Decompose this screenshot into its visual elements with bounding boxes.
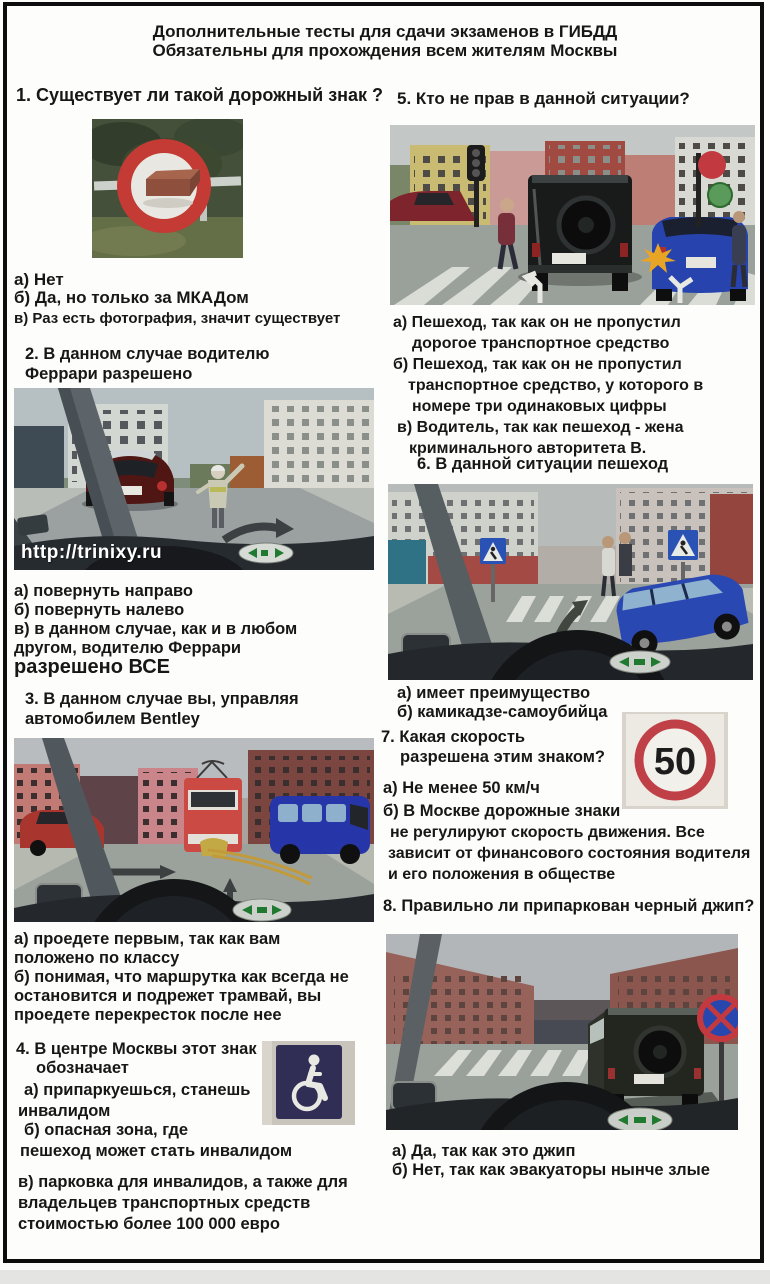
q1-answer-b: б) Да, но только за МКАДом (14, 288, 249, 307)
q3-title-line1: 3. В данном случае вы, управляя (25, 690, 299, 708)
q5-answer-b-line1: б) Пешеход, так как он не пропустил (393, 356, 682, 373)
q2-answer-v-emphasis: разрешено ВСЕ (14, 656, 170, 678)
q3-illustration-tram-intersection (14, 738, 374, 922)
q7-title-line1: 7. Какая скорость (381, 728, 526, 746)
q2-answer-b: б) повернуть налево (14, 601, 185, 619)
q6-answer-a: а) имеет преимущество (397, 684, 591, 702)
right-building (264, 400, 374, 492)
turn-indicator-display (610, 651, 670, 673)
blue-minibus (270, 796, 370, 864)
q4-answer-b-line1: б) опасная зона, где (24, 1121, 189, 1139)
q5-illustration-jeep-crosswalk (390, 125, 755, 305)
q4-title-line1: 4. В центре Москвы этот знак (16, 1040, 257, 1058)
scan-bottom-band (0, 1270, 770, 1284)
q2-illustration-ferrari-intersection (14, 388, 374, 570)
q1-answer-v: в) Раз есть фотография, значит существует (14, 310, 341, 327)
q4-answer-a-line1: а) припаркуешься, станешь (24, 1081, 251, 1099)
q2-answer-v-line2: другом, водителю Феррари (14, 639, 242, 657)
q7-answer-b-line1: б) В Москве дорожные знаки (383, 802, 621, 820)
q6-answer-b: б) камикадзе-самоубийца (397, 703, 608, 721)
q4-answer-v-line1: в) парковка для инвалидов, а также для (18, 1173, 348, 1191)
q3-answer-a-line2: положено по классу (14, 949, 180, 967)
q7-answer-a: а) Не менее 50 км/ч (383, 779, 540, 797)
q3-answer-b-line3: проедете перекресток после нее (14, 1006, 282, 1024)
q4-answer-b-line2: пешеход может стать инвалидом (20, 1142, 293, 1160)
q2-title-line2: Феррари разрешено (25, 365, 193, 383)
q1-photo-svg (92, 119, 243, 258)
q8-answer-a: а) Да, так как это джип (392, 1142, 576, 1160)
q4-answer-v-line2: владельцев транспортных средств (18, 1194, 311, 1212)
q7-answer-b-line3: зависит от финансового состояния водителя (388, 845, 751, 862)
turn-indicator-display (608, 1108, 672, 1130)
q4-title-line2: обозначает (36, 1059, 129, 1077)
q1-title: 1. Существует ли такой дорожный знак ? (16, 85, 384, 105)
page-title-line1: Дополнительные тесты для сдачи экзаменов в ГИБДД (152, 22, 618, 41)
speed-limit-value: 50 (653, 741, 697, 783)
q2-answer-v-line1: в) в данном случае, как и в любом (14, 620, 298, 638)
q8-illustration-parked-jeep (386, 934, 738, 1130)
page-title-line2: Обязательны для прохождения всем жителям Москвы (152, 41, 618, 60)
q5-title: 5. Кто не прав в данной ситуации? (397, 89, 690, 108)
q5-answer-a-line2: дорогое транспортное средство (412, 335, 670, 352)
q5-answer-b-line3: номере три одинаковых цифры (412, 398, 667, 415)
q8-title: 8. Правильно ли припаркован черный джип? (383, 897, 755, 915)
q5-scene-svg (390, 125, 755, 305)
q3-title-line2: автомобилем Bentley (25, 710, 200, 728)
q6-title: 6. В данной ситуации пешеход (417, 455, 669, 473)
q5-answer-v-line1: в) Водитель, так как пешеход - жена (397, 419, 684, 436)
q3-scene-svg (14, 738, 374, 922)
watermark-text: http://trinixy.ru (21, 542, 163, 563)
q7-speed-limit-50-sign (622, 712, 728, 809)
turn-indicator-display (239, 543, 293, 563)
q5-answer-a-line1: а) Пешеход, так как он не пропустил (393, 314, 681, 331)
q2-title-line1: 2. В данном случае водителю (25, 345, 270, 363)
q4-disabled-parking-sign (262, 1041, 355, 1125)
q3-answer-b-line2: остановится и подрежет трамвай, вы (14, 987, 322, 1005)
q8-scene-svg (386, 934, 738, 1130)
q2-answer-a: а) повернуть направо (14, 582, 194, 600)
q6-illustration-car-on-crosswalk (388, 484, 753, 680)
q7-title-line2: разрешена этим знаком? (400, 748, 606, 766)
brick-prohibition-sign (117, 139, 211, 233)
q1-photo-brick-sign (92, 119, 243, 258)
q7-answer-b-line4: и его положения в обществе (388, 866, 616, 883)
q5-answer-v-line2: криминального авторитета В. (409, 440, 647, 457)
q4-answer-v-line3: стоимостью более 100 000 евро (18, 1215, 280, 1233)
q6-scene-svg (388, 484, 753, 680)
q5-answer-b-line2: транспортное средство, у которого в (408, 377, 704, 394)
q7-sign-svg (622, 712, 728, 809)
black-jeep (518, 175, 642, 291)
q1-answer-a: а) Нет (14, 270, 64, 289)
q3-answer-a-line1: а) проедете первым, так как вам (14, 930, 281, 948)
q3-answer-b-line1: б) понимая, что маршрутка как всегда не (14, 968, 349, 986)
turn-indicator-display (233, 899, 291, 921)
q8-answer-b: б) Нет, так как эвакуаторы нынче злые (392, 1161, 710, 1179)
q7-answer-b-line2: не регулируют скорость движения. Все (390, 824, 705, 841)
q4-sign-svg (262, 1041, 355, 1125)
q4-answer-a-line2: инвалидом (18, 1102, 111, 1120)
